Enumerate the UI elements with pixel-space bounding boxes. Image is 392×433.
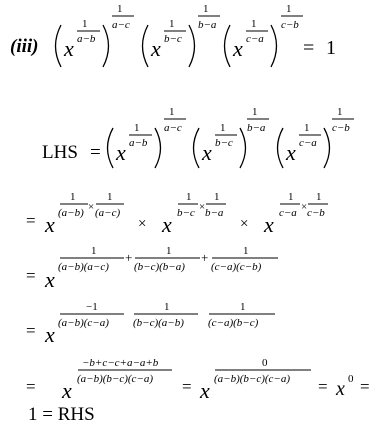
denominator: b−c (164, 33, 182, 45)
denominator: (b−c)(a−b) (133, 317, 184, 329)
problem-statement (10, 3, 336, 67)
equals-sign: = (182, 377, 192, 396)
lhs-line (42, 106, 354, 168)
numerator: 1 (243, 245, 249, 257)
times-sign: × (301, 201, 308, 213)
numerator: 1 (134, 122, 140, 134)
numerator: 1 (164, 301, 170, 313)
base-x: x (200, 378, 210, 403)
numerator: 1 (203, 3, 209, 15)
step-4 (26, 357, 370, 403)
denominator: c−a (279, 207, 297, 219)
step-3 (26, 301, 275, 347)
superscript-zero: 0 (348, 373, 354, 385)
base-x: x (264, 212, 274, 237)
denominator: c−a (246, 33, 264, 45)
base-x: x (336, 378, 345, 400)
base-x: x (116, 140, 126, 165)
plus-sign: + (125, 250, 133, 265)
right-paren (240, 128, 246, 168)
step-1 (26, 191, 328, 237)
numerator: 1 (220, 122, 226, 134)
base-x: x (202, 140, 212, 165)
plus-sign: + (201, 250, 209, 265)
times-sign: × (199, 201, 206, 213)
denominator: a−b (129, 137, 148, 149)
left-paren (143, 25, 149, 67)
numerator: 1 (186, 191, 192, 203)
left-paren (194, 128, 200, 168)
right-paren (271, 25, 277, 67)
numerator: 0 (262, 357, 268, 369)
equals-sign: = (26, 321, 36, 340)
base-x: x (286, 140, 296, 165)
denominator: b−a (198, 19, 217, 31)
equals-sign: = (318, 377, 328, 396)
result-one: 1 (326, 37, 336, 59)
numerator: 1 (252, 106, 258, 118)
numerator: 1 (240, 301, 246, 313)
denominator: b−a (247, 122, 266, 134)
denominator: (a−c) (95, 207, 121, 219)
times-sign: × (88, 201, 95, 213)
equals-sign: = (26, 266, 36, 285)
numerator: 1 (91, 245, 97, 257)
numerator: 1 (337, 106, 343, 118)
denominator: (a−b)(b−c)(c−a) (77, 373, 154, 385)
numerator: 1 (288, 191, 294, 203)
denominator: c−b (281, 19, 299, 31)
equals-sign: = (26, 377, 36, 396)
denominator: (a−b)(b−c)(c−a) (214, 373, 291, 385)
base-x: x (45, 322, 55, 347)
rhs-conclusion: 1 = RHS (28, 404, 95, 425)
equals-sign: = (303, 37, 315, 59)
base-x: x (62, 378, 72, 403)
numerator: 1 (70, 191, 76, 203)
denominator: (a−b)(c−a) (58, 317, 109, 329)
denominator: a−c (112, 19, 130, 31)
numerator: 1 (117, 3, 123, 15)
denominator: (c−a)(c−b) (211, 261, 262, 273)
right-paren (324, 128, 330, 168)
base-x: x (64, 36, 74, 61)
numerator: 1 (286, 3, 292, 15)
numerator: 1 (169, 106, 175, 118)
equals-sign: = (360, 377, 370, 396)
times-sign: × (138, 216, 147, 232)
denominator: c−b (307, 207, 325, 219)
left-paren (225, 25, 231, 67)
denominator: b−c (215, 137, 233, 149)
base-x: x (45, 212, 55, 237)
right-paren (103, 25, 109, 67)
denominator: a−b (77, 33, 96, 45)
numerator: 1 (169, 18, 175, 30)
equals-sign: = (26, 211, 36, 230)
left-paren (278, 128, 284, 168)
lhs-label: LHS (42, 142, 78, 163)
denominator: c−b (332, 122, 350, 134)
denominator: (b−c)(b−a) (134, 261, 185, 273)
times-sign: × (240, 216, 249, 232)
denominator: c−a (299, 137, 317, 149)
denominator: (a−b) (58, 207, 84, 219)
numerator: 1 (251, 18, 257, 30)
denominator: (a−b)(a−c) (58, 261, 109, 273)
step-2 (26, 245, 278, 292)
numerator: 1 (304, 122, 310, 134)
numerator: −1 (86, 301, 98, 313)
left-paren (56, 25, 62, 67)
denominator: a−c (164, 122, 182, 134)
denominator: b−c (177, 207, 195, 219)
equals-sign: = (90, 142, 101, 163)
numerator: 1 (316, 191, 322, 203)
left-paren (108, 128, 114, 168)
problem-label: (iii) (10, 36, 39, 57)
right-paren (155, 128, 161, 168)
denominator: (c−a)(b−c) (208, 317, 259, 329)
base-x: x (233, 36, 243, 61)
numerator: 1 (214, 191, 220, 203)
right-paren (189, 25, 195, 67)
base-x: x (45, 267, 55, 292)
base-x: x (151, 36, 161, 61)
numerator: −b+c−c+a−a+b (82, 357, 159, 369)
base-x: x (162, 212, 172, 237)
denominator: b−a (205, 207, 224, 219)
numerator: 1 (107, 191, 113, 203)
numerator: 1 (82, 18, 88, 30)
numerator: 1 (166, 245, 172, 257)
